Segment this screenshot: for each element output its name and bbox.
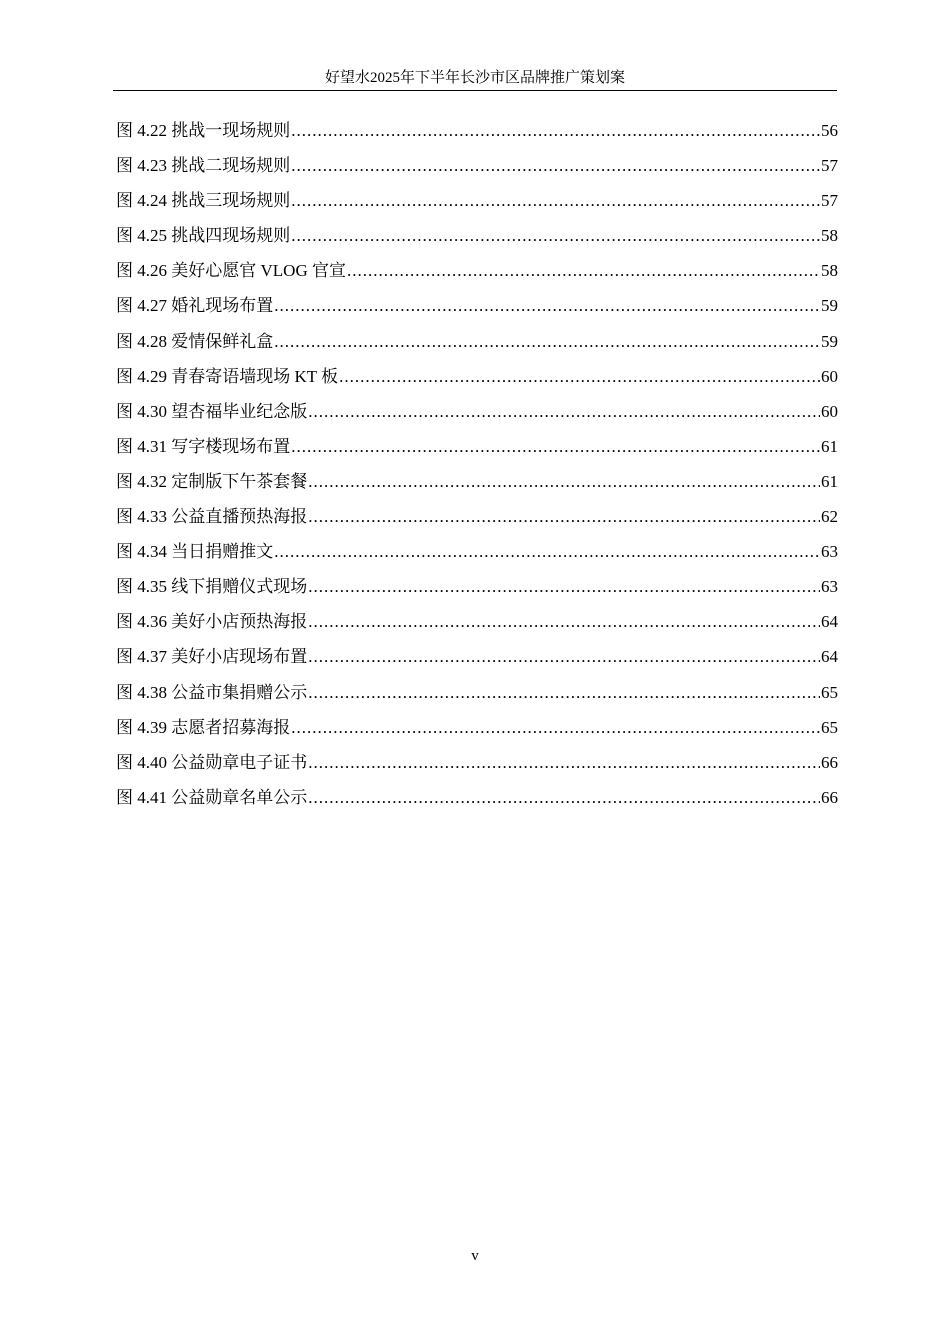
toc-entry-page: 56	[821, 121, 838, 140]
toc-entry[interactable]	[116, 397, 838, 432]
page-number: v	[471, 1248, 479, 1264]
toc-entry-page: 57	[821, 191, 838, 211]
dot-leader	[308, 502, 820, 532]
toc-entry-page: 57	[821, 156, 838, 176]
dot-leader	[308, 467, 820, 497]
toc-entry-page: 64	[821, 612, 838, 632]
toc-entry-label: 图 4.36 美好小店预热海报	[116, 612, 308, 632]
toc-entry[interactable]	[116, 186, 838, 221]
dot-leader	[274, 327, 820, 357]
toc-entry[interactable]	[116, 151, 838, 186]
toc-entry-page: 58	[821, 261, 838, 281]
toc-entry-page: 58	[821, 226, 838, 246]
page-header: 好望水2025年下半年长沙市区品牌推广策划案	[113, 66, 837, 91]
toc-entry-page: 59	[821, 296, 838, 316]
toc-entry[interactable]	[116, 327, 838, 362]
toc-entry[interactable]	[116, 362, 838, 397]
toc-entry-page: 65	[821, 682, 838, 702]
toc-entry[interactable]	[116, 221, 838, 256]
toc-entry-page: 60	[821, 366, 838, 386]
dot-leader	[308, 607, 820, 637]
toc-entry[interactable]	[116, 116, 838, 151]
toc-entry[interactable]	[116, 607, 838, 642]
toc-entry[interactable]	[116, 678, 838, 713]
toc-entry[interactable]	[116, 432, 838, 467]
dot-leader	[308, 642, 820, 672]
toc-entry-label: 图 4.39 志愿者招募海报	[116, 717, 291, 737]
toc-entry-page: 61	[821, 471, 838, 491]
toc-entry[interactable]	[116, 537, 838, 572]
toc-entry-label: 图 4.28 爱情保鲜礼盒	[116, 331, 274, 351]
dot-leader	[339, 362, 820, 392]
toc-entry-label: 图 4.37 美好小店现场布置	[116, 647, 308, 667]
toc-entry-label: 图 4.33 公益直播预热海报	[116, 507, 308, 527]
toc-entry-page: 65	[821, 717, 838, 737]
toc-entry[interactable]	[116, 748, 838, 783]
toc-entry-label: 图 4.25 挑战四现场规则	[116, 226, 291, 246]
toc-entry-page: 64	[821, 647, 838, 667]
toc-entry-page: 61	[821, 436, 838, 456]
dot-leader	[291, 713, 820, 743]
dot-leader	[308, 678, 820, 708]
dot-leader	[308, 572, 820, 602]
toc-entry-page: 59	[821, 331, 838, 351]
toc-entry[interactable]	[116, 642, 838, 677]
toc-entry-label: 图 4.32 定制版下午茶套餐	[116, 471, 308, 491]
dot-leader	[308, 397, 820, 427]
toc-entry[interactable]	[116, 256, 838, 291]
toc-entry[interactable]	[116, 502, 838, 537]
dot-leader	[274, 291, 820, 321]
toc-entry-label: 图 4.31 写字楼现场布置	[116, 436, 291, 456]
dot-leader	[291, 151, 820, 181]
toc-entry-label: 图 4.41 公益勋章名单公示	[116, 787, 308, 807]
toc-entry-label: 图 4.24 挑战三现场规则	[116, 191, 291, 211]
dot-leader	[291, 186, 820, 216]
figure-list	[116, 116, 838, 818]
toc-entry[interactable]	[116, 783, 838, 818]
toc-entry-label: 图 4.29 青春寄语墙现场 KT 板	[116, 366, 339, 386]
dot-leader	[308, 783, 820, 813]
dot-leader	[291, 116, 820, 146]
dot-leader	[347, 256, 820, 286]
toc-entry[interactable]	[116, 713, 838, 748]
toc-entry-page: 63	[821, 542, 838, 562]
toc-entry-label: 图 4.34 当日捐赠推文	[116, 542, 274, 562]
dot-leader	[274, 537, 820, 567]
toc-entry-label: 图 4.27 婚礼现场布置	[116, 296, 274, 316]
toc-entry[interactable]	[116, 467, 838, 502]
toc-entry-label: 图 4.38 公益市集捐赠公示	[116, 682, 308, 702]
toc-entry[interactable]	[116, 572, 838, 607]
toc-entry-label: 图 4.22 挑战一现场规则	[116, 121, 291, 140]
toc-entry-page: 66	[821, 752, 838, 772]
dot-leader	[308, 748, 820, 778]
toc-entry-page: 60	[821, 401, 838, 421]
toc-entry[interactable]	[116, 291, 838, 326]
dot-leader	[291, 221, 820, 251]
toc-entry-label: 图 4.35 线下捐赠仪式现场	[116, 577, 308, 597]
toc-entry-label: 图 4.40 公益勋章电子证书	[116, 752, 308, 772]
toc-entry-page: 62	[821, 507, 838, 527]
toc-entry-page: 63	[821, 577, 838, 597]
toc-entry-page: 66	[821, 787, 838, 807]
toc-entry-label: 图 4.26 美好心愿官 VLOG 官宣	[116, 261, 346, 281]
toc-entry-label: 图 4.23 挑战二现场规则	[116, 156, 291, 176]
toc-entry-label: 图 4.30 望杏福毕业纪念版	[116, 401, 308, 421]
dot-leader	[291, 432, 820, 462]
